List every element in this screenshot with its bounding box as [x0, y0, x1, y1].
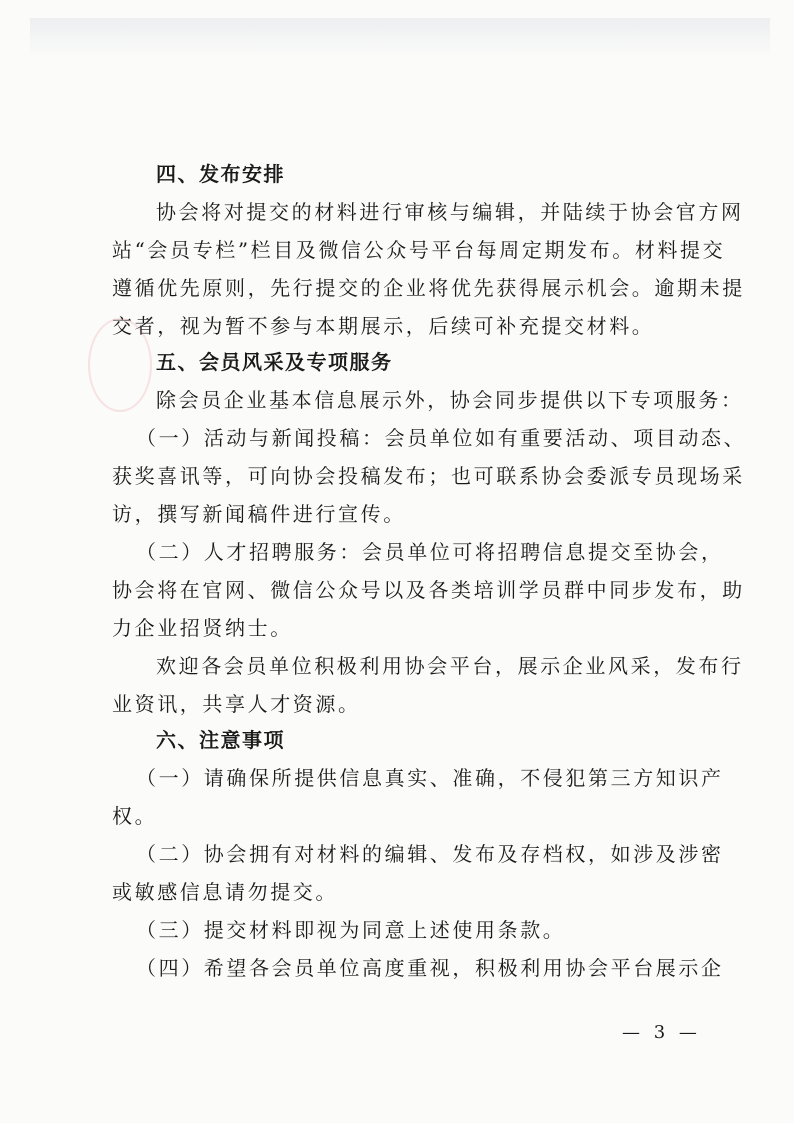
paragraph-line: 权。	[112, 804, 158, 828]
scan-shadow	[30, 18, 770, 58]
section-5-heading: 五、会员风采及专项服务	[156, 350, 393, 374]
paragraph-line: 交者，视为暂不参与本期展示，后续可补充提交材料。	[112, 314, 655, 338]
paragraph-line: （三）提交材料即视为同意上述使用条款。	[136, 918, 566, 942]
paragraph-line: 获奖喜讯等，可向协会投稿发布；也可联系协会委派专员现场采	[112, 464, 745, 488]
paragraph-line: 或敏感信息请勿提交。	[112, 880, 338, 904]
paragraph-line: （二）协会拥有对材料的编辑、发布及存档权，如涉及涉密	[136, 842, 724, 866]
section-6-heading: 六、注意事项	[156, 728, 285, 752]
section-4-heading: 四、发布安排	[156, 162, 285, 186]
paragraph-line: 除会员企业基本信息展示外，协会同步提供以下专项服务：	[156, 388, 744, 412]
paragraph-line: （四）希望各会员单位高度重视，积极利用协会平台展示企	[136, 956, 724, 980]
paragraph-line: 业资讯，共享人才资源。	[112, 692, 361, 716]
paragraph-line: 协会将在官网、微信公众号以及各类培训学员群中同步发布，助	[112, 578, 745, 602]
paragraph-line: 站“会员专栏”栏目及微信公众号平台每周定期发布。材料提交	[112, 238, 726, 262]
paragraph-line: 协会将对提交的材料进行审核与编辑，并陆续于协会官方网	[156, 200, 744, 224]
paragraph-line: （一）活动与新闻投稿：会员单位如有重要活动、项目动态、	[136, 426, 747, 450]
paragraph-line: （二）人才招聘服务：会员单位可将招聘信息提交至协会，	[136, 540, 724, 564]
paragraph-line: （一）请确保所提供信息真实、准确，不侵犯第三方知识产	[136, 766, 724, 790]
paragraph-line: 欢迎各会员单位积极利用协会平台，展示企业风采，发布行	[156, 654, 744, 678]
paragraph-line: 力企业招贤纳士。	[112, 616, 293, 640]
paragraph-line: 遵循优先原则，先行提交的企业将优先获得展示机会。逾期未提	[112, 276, 745, 300]
page-number: — 3 —	[622, 1022, 701, 1043]
paragraph-line: 访，撰写新闻稿件进行宣传。	[112, 502, 406, 526]
